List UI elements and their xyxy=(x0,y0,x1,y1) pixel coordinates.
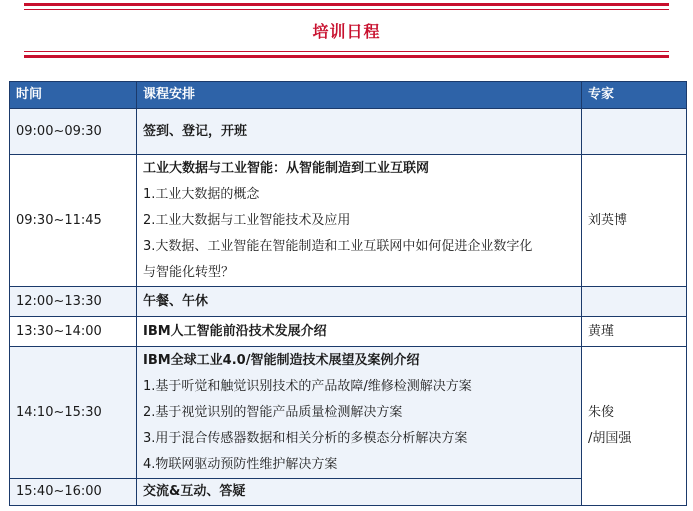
top-rule-thick xyxy=(24,3,669,6)
topic-item: 与智能化转型？ xyxy=(143,264,235,280)
row-time: 14:10~15:30 xyxy=(10,347,137,479)
table-header-row xyxy=(10,82,687,109)
row-heading: 工业大数据与工业智能：从智能制造到工业互联网 xyxy=(143,160,430,176)
header-expert: 专家 xyxy=(582,82,687,109)
top-rule-thin xyxy=(24,9,669,10)
row-heading: 交流&互动、答疑 xyxy=(137,479,582,506)
row-heading: 签到、登记，开班 xyxy=(137,109,582,155)
topic-item: 2.基于视觉识别的智能产品质量检测解决方案 xyxy=(143,404,403,420)
topic-item: 3.大数据、工业智能在智能制造和工业互联网中如何促进企业数字化 xyxy=(143,238,533,254)
row-time: 15:40~16:00 xyxy=(10,479,137,506)
row-expert: 刘英博 xyxy=(582,155,687,287)
row-expert xyxy=(582,287,687,317)
expert-name: /胡国强 xyxy=(588,431,632,446)
table-row xyxy=(10,317,687,347)
table-row xyxy=(10,347,687,479)
page-title: 培训日程 xyxy=(312,22,381,41)
topic-item: 2.工业大数据与工业智能技术及应用 xyxy=(143,212,351,228)
row-topic xyxy=(137,347,582,479)
topic-item: 1.工业大数据的概念 xyxy=(143,186,260,202)
topic-item: 4.物联网驱动预防性维护解决方案 xyxy=(143,456,338,472)
row-time: 09:30~11:45 xyxy=(10,155,137,287)
header-course: 课程安排 xyxy=(137,82,582,109)
row-expert xyxy=(582,109,687,155)
row-time: 09:00~09:30 xyxy=(10,109,137,155)
table-row xyxy=(10,155,687,287)
expert-name: 朱俊 xyxy=(588,405,615,420)
row-time: 12:00~13:30 xyxy=(10,287,137,317)
row-time: 13:30~14:00 xyxy=(10,317,137,347)
bottom-rule-thick xyxy=(24,55,669,58)
row-expert xyxy=(582,347,687,506)
bottom-rule-thin xyxy=(24,51,669,52)
header-time: 时间 xyxy=(10,82,137,109)
row-heading: 午餐、午休 xyxy=(137,287,582,317)
row-expert: 黄瑾 xyxy=(582,317,687,347)
row-topic xyxy=(137,155,582,287)
topic-item: 3.用于混合传感器数据和相关分析的多模态分析解决方案 xyxy=(143,430,468,446)
schedule-table xyxy=(9,81,687,506)
topic-item: 1.基于听觉和触觉识别技术的产品故障/维修检测解决方案 xyxy=(143,378,472,394)
table-row xyxy=(10,287,687,317)
table-row xyxy=(10,109,687,155)
row-heading: IBM人工智能前沿技术发展介绍 xyxy=(137,317,582,347)
row-heading: IBM全球工业4.0/智能制造技术展望及案例介绍 xyxy=(143,352,420,368)
